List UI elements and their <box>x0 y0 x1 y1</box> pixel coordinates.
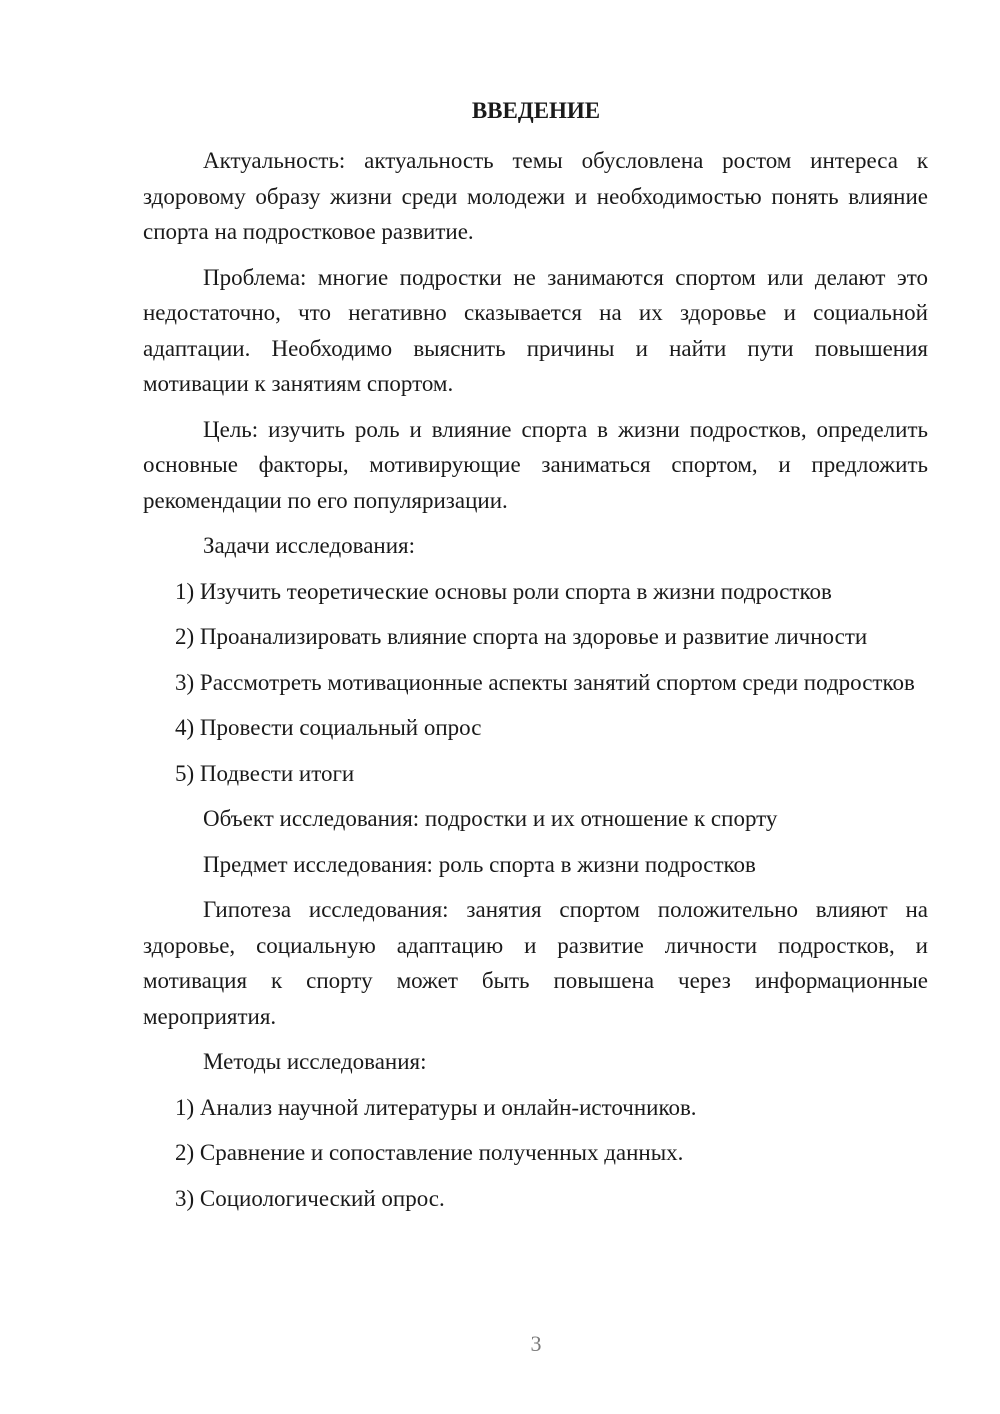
task-item-1: 1) Изучить теоретические основы роли спорта в жизни подростков <box>175 578 832 604</box>
section-title: ВВЕДЕНИЕ <box>471 98 601 123</box>
method-item-2: 2) Сравнение и сопоставление полученных данных. <box>175 1140 684 1165</box>
method-item-1: 1) Анализ научной литературы и онлайн-источников. <box>175 1094 697 1120</box>
relevance-paragraph: Актуальность: актуальность темы обусловлена ростом интереса к здоровому образу жизни среди молодежи и необходимостью понять влияние спорта на подростковое развитие. <box>143 148 928 244</box>
research-subject: Предмет исследования: роль спорта в жизни подростков <box>203 851 756 877</box>
method-item-3: 3) Социологический опрос. <box>175 1185 445 1211</box>
tasks-heading: Задачи исследования: <box>203 533 416 558</box>
task-item-2: 2) Проанализировать влияние спорта на здоровье и развитие личности <box>175 624 868 649</box>
task-item-4: 4) Провести социальный опрос <box>175 715 482 740</box>
task-item-5: 5) Подвести итоги <box>175 760 355 786</box>
hypothesis-paragraph: Гипотеза исследования: занятия спортом положительно влияют на здоровье, социальную адаптацию и развитие личности подростков, и мотивация к спорту может быть повышена через информационные мероприятия. <box>143 897 928 1029</box>
page-number: 3 <box>530 1331 542 1356</box>
task-item-3: 3) Рассмотреть мотивационные аспекты занятий спортом среди подростков <box>175 669 915 695</box>
methods-heading: Методы исследования: <box>203 1049 427 1074</box>
research-object: Объект исследования: подростки и их отношение к спорту <box>203 806 778 831</box>
goal-paragraph: Цель: изучить роль и влияние спорта в жизни подростков, определить основные факторы, мотивирующие заниматься спортом, и предложить рекомендации по его популяризации. <box>143 416 928 513</box>
document-body <box>143 143 928 1226</box>
problem-paragraph: Проблема: многие подростки не занимаются спортом или делают это недостаточно, что негативно сказывается на их здоровье и социальной адаптации. Необходимо выяснить причины и найти пути повышения мотивации к занятиям спортом. <box>143 264 928 396</box>
